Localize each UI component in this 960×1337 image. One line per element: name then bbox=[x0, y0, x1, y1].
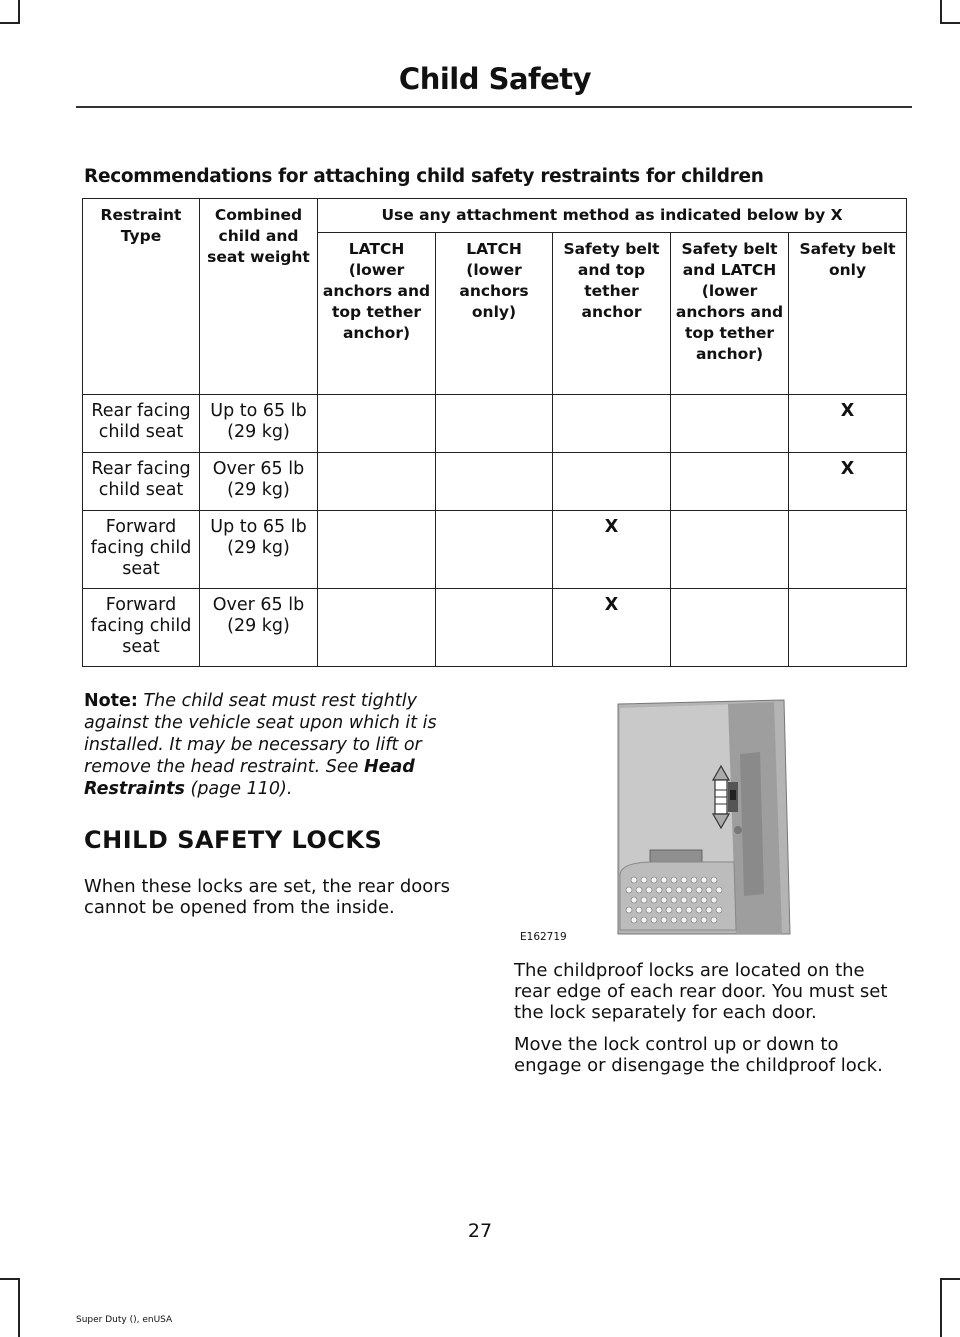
cell-mark bbox=[436, 511, 553, 589]
cell-mark bbox=[318, 395, 436, 453]
cell-restraint-type: Rear facing child seat bbox=[83, 453, 200, 511]
note-paragraph bbox=[84, 690, 464, 800]
table-caption: Recommendations for attaching child safety restraints for children bbox=[84, 166, 764, 187]
cell-mark bbox=[553, 395, 671, 453]
crop-mark bbox=[0, 22, 20, 24]
cell-weight: Over 65 lb (29 kg) bbox=[200, 453, 318, 511]
page-number: 27 bbox=[467, 1220, 493, 1242]
note-text: The child seat must rest tightly against the vehicle seat upon which it is installed. It may be necessary to lift or remove the head restraint. See bbox=[84, 691, 437, 777]
cell-mark: X bbox=[789, 395, 907, 453]
cell-mark: X bbox=[789, 453, 907, 511]
cell-mark bbox=[436, 453, 553, 511]
lock-operation-paragraph: Move the lock control up or down to engage or disengage the childproof lock. bbox=[514, 1034, 883, 1076]
crop-mark bbox=[0, 1278, 20, 1280]
cell-restraint-type: Forward facing child seat bbox=[83, 589, 200, 667]
cell-restraint-type: Forward facing child seat bbox=[83, 511, 200, 589]
cell-mark bbox=[671, 589, 789, 667]
cell-mark bbox=[553, 453, 671, 511]
header-restraint-type: Restraint Type bbox=[83, 199, 200, 395]
cell-weight: Up to 65 lb (29 kg) bbox=[200, 511, 318, 589]
cell-restraint-type: Rear facing child seat bbox=[83, 395, 200, 453]
header-combined-weight: Combined child and seat weight bbox=[200, 199, 318, 395]
cell-weight: Up to 65 lb (29 kg) bbox=[200, 395, 318, 453]
cell-mark bbox=[318, 453, 436, 511]
crop-mark bbox=[18, 0, 20, 24]
crop-mark bbox=[940, 1278, 960, 1280]
crop-mark bbox=[940, 22, 960, 24]
table-row bbox=[83, 511, 907, 589]
table-row bbox=[83, 395, 907, 453]
cell-mark bbox=[671, 511, 789, 589]
footer-doc-id: Super Duty (), enUSA bbox=[76, 1315, 173, 1325]
header-attachment-methods: Use any attachment method as indicated below by X bbox=[318, 199, 907, 233]
table-row bbox=[83, 453, 907, 511]
header-method: Safety belt only bbox=[789, 233, 907, 395]
crop-mark bbox=[940, 0, 942, 24]
cell-mark bbox=[671, 453, 789, 511]
header-method: Safety belt and LATCH (lower anchors and top tether anchor) bbox=[671, 233, 789, 395]
cell-mark bbox=[436, 395, 553, 453]
section-heading: CHILD SAFETY LOCKS bbox=[84, 826, 383, 854]
restraint-table bbox=[82, 198, 907, 667]
note-label: Note: bbox=[84, 691, 138, 711]
cell-mark: X bbox=[553, 511, 671, 589]
cell-mark bbox=[436, 589, 553, 667]
lock-control-arrow-icon bbox=[713, 766, 729, 828]
header-divider bbox=[76, 106, 912, 108]
cell-mark: X bbox=[553, 589, 671, 667]
table-row bbox=[83, 589, 907, 667]
intro-paragraph: When these locks are set, the rear doors cannot be opened from the inside. bbox=[84, 876, 451, 918]
cell-mark bbox=[318, 589, 436, 667]
crop-mark bbox=[940, 1278, 942, 1337]
lock-location-paragraph: The childproof locks are located on the rear edge of each rear door. You must set the lock separately for each door. bbox=[514, 960, 888, 1023]
cell-mark bbox=[671, 395, 789, 453]
table-header-row bbox=[83, 199, 907, 233]
figure-id: E162719 bbox=[520, 931, 567, 943]
cell-mark bbox=[318, 511, 436, 589]
crop-mark bbox=[18, 1278, 20, 1337]
header-method: LATCH (lower anchors and top tether anchor) bbox=[318, 233, 436, 395]
note-page-ref: (page 110). bbox=[184, 779, 293, 799]
header-method: LATCH (lower anchors only) bbox=[436, 233, 553, 395]
header-method: Safety belt and top tether anchor bbox=[553, 233, 671, 395]
page-title: Child Safety bbox=[398, 62, 592, 96]
head-restraints-link[interactable]: Head Restraints bbox=[84, 757, 415, 799]
door-lock-illustration bbox=[514, 694, 814, 942]
cell-mark bbox=[789, 511, 907, 589]
cell-weight: Over 65 lb (29 kg) bbox=[200, 589, 318, 667]
cell-mark bbox=[789, 589, 907, 667]
